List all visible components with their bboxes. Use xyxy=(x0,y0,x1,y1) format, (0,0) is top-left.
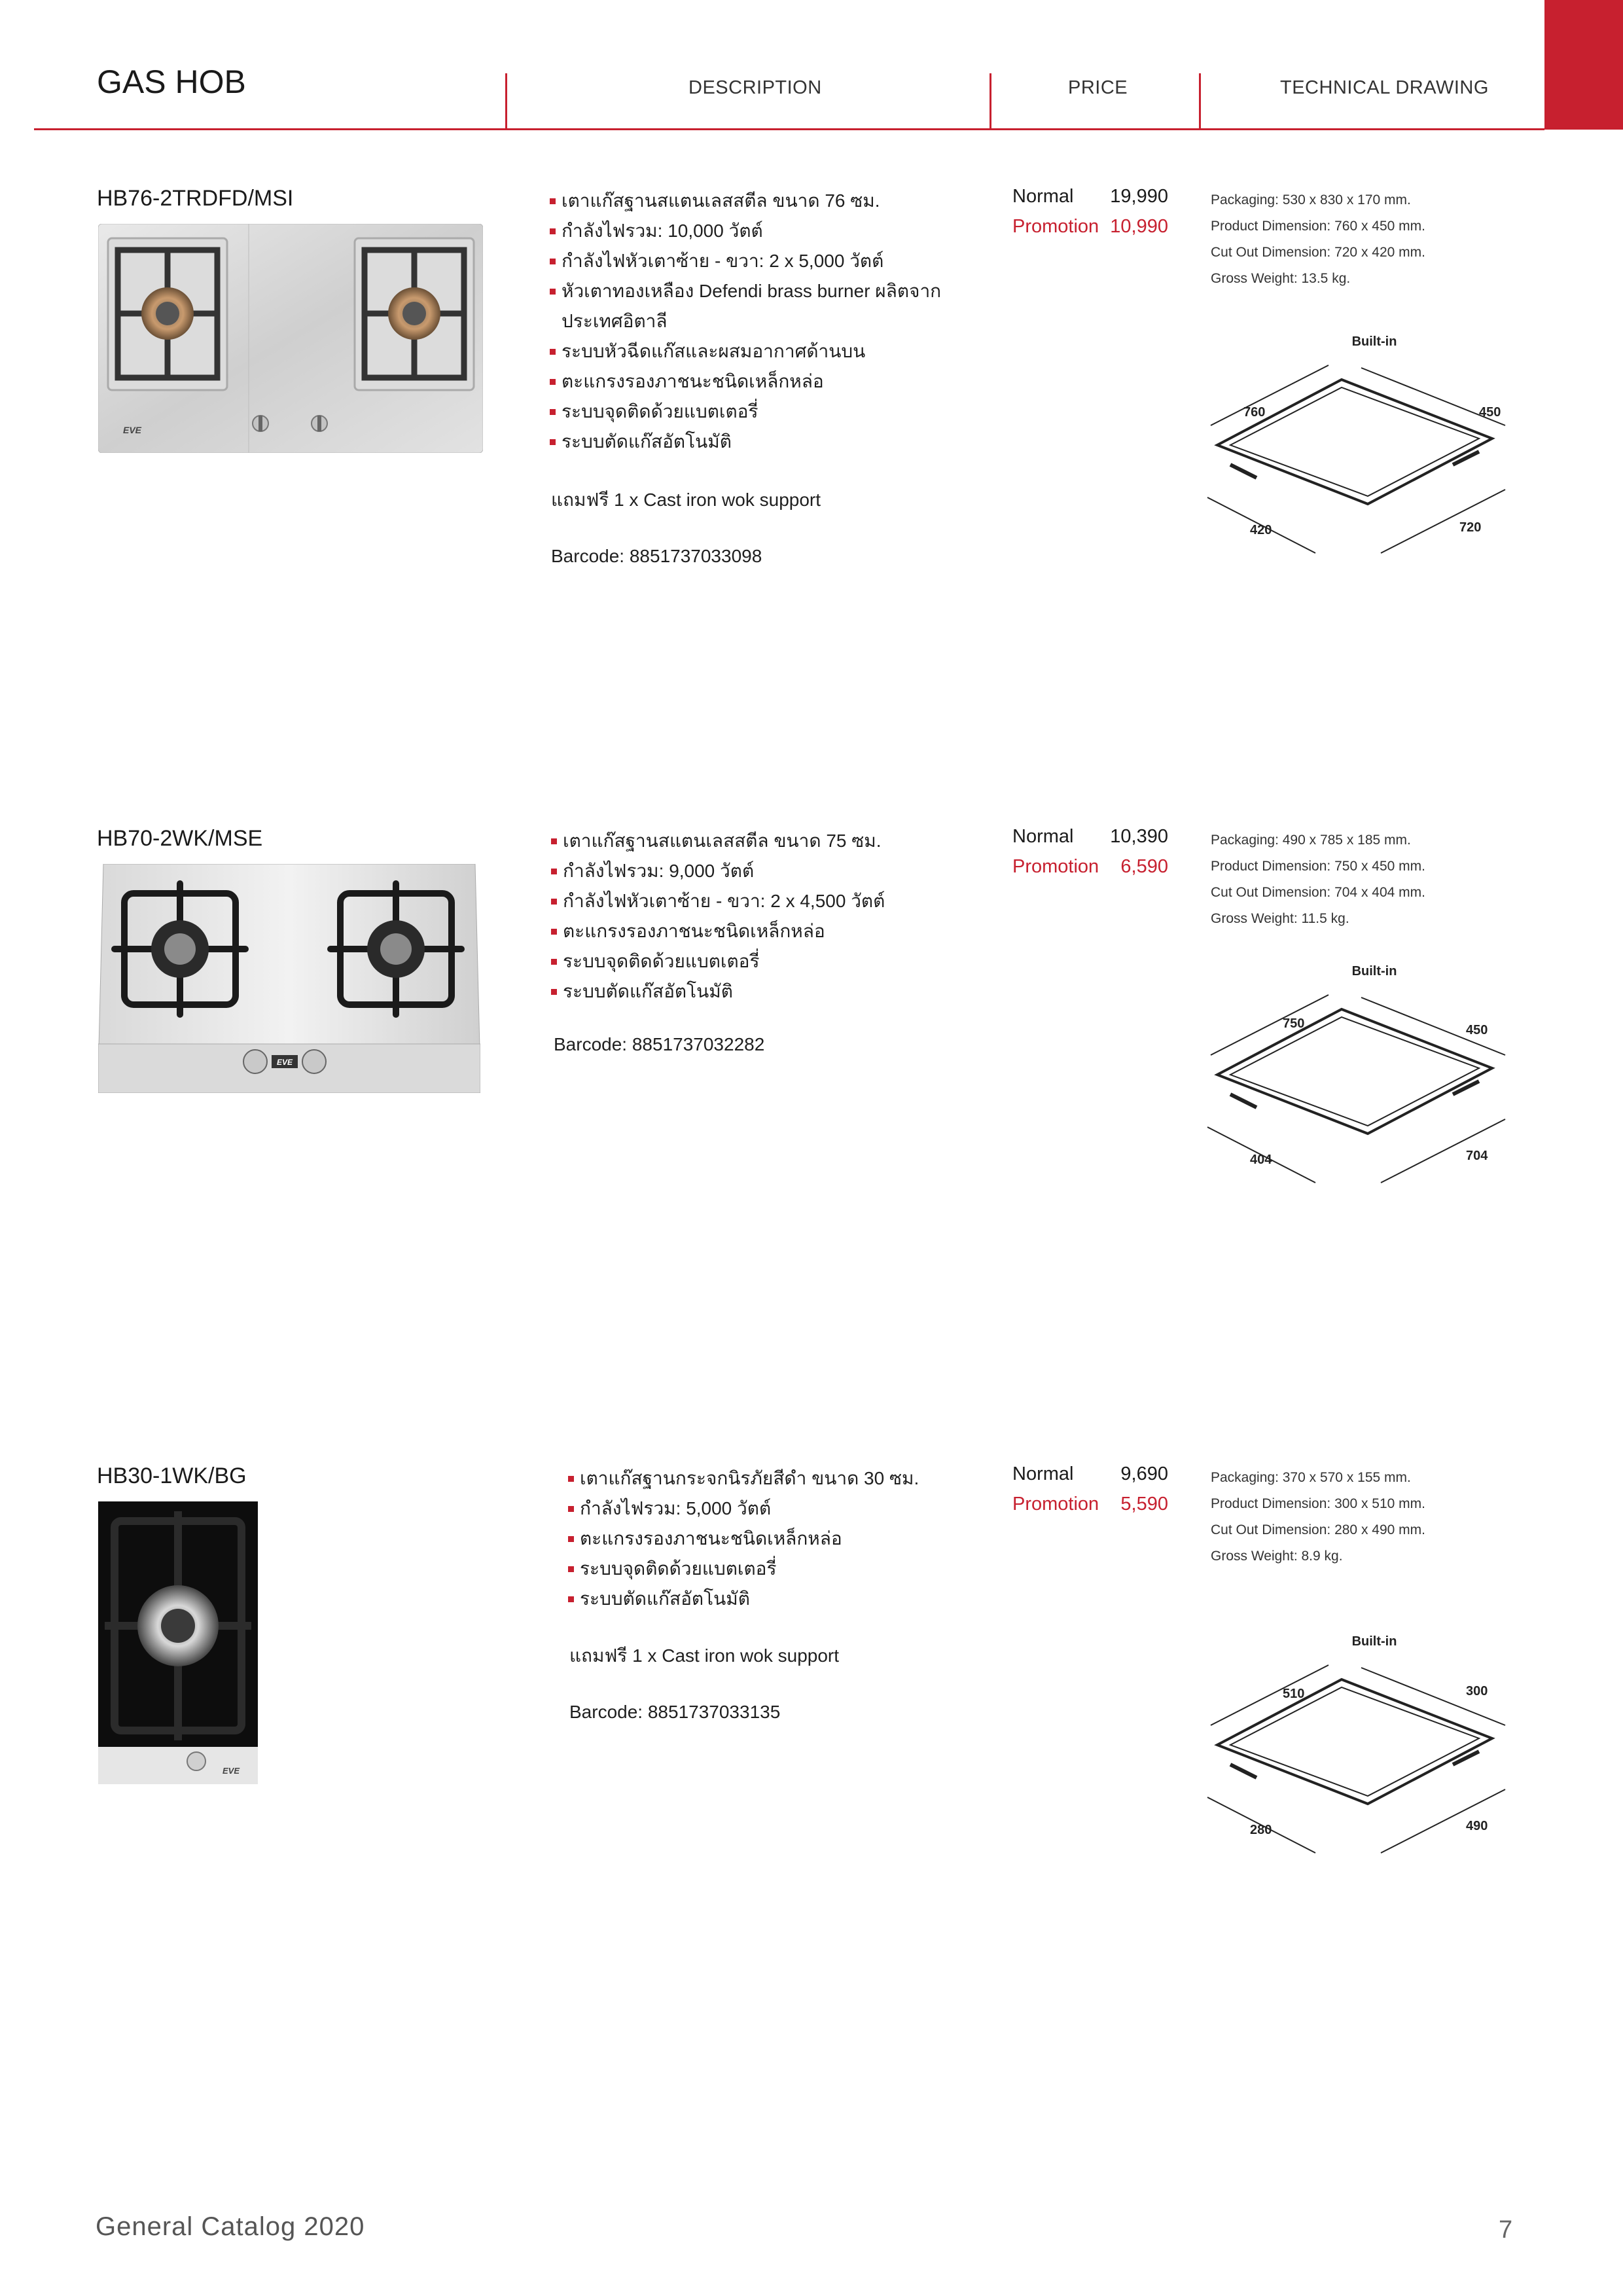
feature-item: ระบบตัดแก๊สอัตโนมัติ xyxy=(568,1584,919,1614)
spec-block xyxy=(1211,187,1425,292)
price-normal-label: Normal xyxy=(1012,826,1074,847)
dimension-label: 404 xyxy=(1250,1153,1272,1167)
feature-item: ระบบหัวฉีดแก๊สและผสมอากาศด้านบน xyxy=(550,336,961,367)
price-normal: 19,990 xyxy=(1110,186,1168,207)
feature-item: เตาแก๊สฐานสแตนเลสสตีล ขนาด 75 ซม. xyxy=(551,826,885,856)
header-divider xyxy=(505,73,507,128)
spec-block xyxy=(1211,1465,1425,1570)
feature-item: ตะแกรงรองภาชนะชนิดเหล็กหล่อ xyxy=(551,916,885,946)
product-model: HB76-2TRDFD/MSI xyxy=(97,186,294,211)
spec-block xyxy=(1211,827,1425,932)
dimension-label: 490 xyxy=(1466,1819,1488,1833)
spec-packaging: Packaging: 370 x 570 x 155 mm. xyxy=(1211,1470,1411,1485)
technical-drawing-built-in xyxy=(1204,1634,1551,1882)
feature-item: ระบบจุดติดด้วยแบตเตอรี่ xyxy=(551,946,885,977)
feature-item: กำลังไฟรวม: 5,000 วัตต์ xyxy=(568,1494,919,1524)
brand-logo: EVE xyxy=(276,1058,293,1067)
price-promotion: 10,990 xyxy=(1110,216,1168,237)
barcode: Barcode: 8851737033098 xyxy=(551,546,762,566)
drawing-label: Built-in xyxy=(1351,1634,1397,1649)
column-header-price: PRICE xyxy=(1068,77,1128,98)
feature-list xyxy=(551,826,885,1007)
dimension-label: 704 xyxy=(1466,1149,1488,1163)
gift-note: แถมฟรี 1 x Cast iron wok support xyxy=(569,1645,840,1666)
price-promotion: 6,590 xyxy=(1120,856,1168,877)
feature-item: เตาแก๊สฐานสแตนเลสสตีล ขนาด 76 ซม. xyxy=(550,186,961,216)
barcode: Barcode: 8851737032282 xyxy=(554,1034,765,1054)
technical-drawing-built-in xyxy=(1204,963,1551,1212)
feature-list xyxy=(550,186,961,457)
spec-cutout-dimension: Cut Out Dimension: 280 x 490 mm. xyxy=(1211,1522,1425,1537)
drawing-label: Built-in xyxy=(1351,334,1397,349)
feature-item: กำลังไฟรวม: 10,000 วัตต์ xyxy=(550,216,961,246)
dimension-label: 720 xyxy=(1459,520,1482,535)
brand-logo: EVE xyxy=(223,1766,240,1776)
feature-item: หัวเตาทองเหลือง Defendi brass burner ผลิตจากประเทศอิตาลี xyxy=(550,276,961,336)
dimension-label: 760 xyxy=(1243,405,1266,420)
feature-item: ระบบตัดแก๊สอัตโนมัติ xyxy=(550,427,961,457)
header-rule xyxy=(34,128,1544,130)
column-header-description: DESCRIPTION xyxy=(688,77,822,98)
spec-gross-weight: Gross Weight: 11.5 kg. xyxy=(1211,911,1349,926)
feature-item: กำลังไฟหัวเตาซ้าย - ขวา: 2 x 5,000 วัตต์ xyxy=(550,246,961,276)
price-normal: 10,390 xyxy=(1110,826,1168,847)
product-model: HB30-1WK/BG xyxy=(97,1463,247,1488)
dimension-label: 450 xyxy=(1466,1023,1488,1037)
spec-gross-weight: Gross Weight: 8.9 kg. xyxy=(1211,1549,1343,1564)
feature-item: ตะแกรงรองภาชนะชนิดเหล็กหล่อ xyxy=(568,1524,919,1554)
product-model: HB70-2WK/MSE xyxy=(97,826,263,851)
brand-logo: EVE xyxy=(123,425,142,435)
feature-item: กำลังไฟหัวเตาซ้าย - ขวา: 2 x 4,500 วัตต์ xyxy=(551,886,885,916)
technical-drawing-built-in xyxy=(1204,334,1551,583)
dimension-label: 750 xyxy=(1283,1016,1305,1031)
spec-cutout-dimension: Cut Out Dimension: 704 x 404 mm. xyxy=(1211,885,1425,900)
spec-product-dimension: Product Dimension: 750 x 450 mm. xyxy=(1211,859,1425,874)
price-promotion-label: Promotion xyxy=(1012,856,1099,877)
feature-list xyxy=(568,1463,919,1614)
corner-red-tab xyxy=(1544,0,1623,130)
price-promotion: 5,590 xyxy=(1120,1494,1168,1515)
barcode: Barcode: 8851737033135 xyxy=(569,1702,781,1722)
spec-gross-weight: Gross Weight: 13.5 kg. xyxy=(1211,271,1351,286)
spec-product-dimension: Product Dimension: 300 x 510 mm. xyxy=(1211,1496,1425,1511)
header-divider xyxy=(990,73,991,128)
price-promotion-label: Promotion xyxy=(1012,216,1099,237)
feature-item: เตาแก๊สฐานกระจกนิรภัยสีดำ ขนาด 30 ซม. xyxy=(568,1463,919,1494)
feature-item: กำลังไฟรวม: 9,000 วัตต์ xyxy=(551,856,885,886)
feature-item: ระบบตัดแก๊สอัตโนมัติ xyxy=(551,977,885,1007)
product-photo-gas-hob xyxy=(98,864,480,1093)
column-header-technical-drawing: TECHNICAL DRAWING xyxy=(1280,77,1489,98)
dimension-label: 280 xyxy=(1250,1823,1272,1837)
spec-packaging: Packaging: 490 x 785 x 185 mm. xyxy=(1211,833,1411,848)
product-photo-gas-hob xyxy=(98,224,483,453)
dimension-label: 300 xyxy=(1466,1684,1488,1698)
drawing-label: Built-in xyxy=(1351,964,1397,978)
price-normal: 9,690 xyxy=(1120,1463,1168,1484)
feature-item: ตะแกรงรองภาชนะชนิดเหล็กหล่อ xyxy=(550,367,961,397)
dimension-label: 450 xyxy=(1479,405,1501,420)
spec-product-dimension: Product Dimension: 760 x 450 mm. xyxy=(1211,219,1425,234)
dimension-label: 510 xyxy=(1283,1687,1305,1701)
feature-item: ระบบจุดติดด้วยแบตเตอรี่ xyxy=(550,397,961,427)
dimension-label: 420 xyxy=(1250,523,1272,537)
price-promotion-label: Promotion xyxy=(1012,1494,1099,1515)
page-title: GAS HOB xyxy=(97,63,246,100)
header-divider xyxy=(1199,73,1201,128)
gift-note: แถมฟรี 1 x Cast iron wok support xyxy=(551,490,821,510)
spec-cutout-dimension: Cut Out Dimension: 720 x 420 mm. xyxy=(1211,245,1425,260)
price-normal-label: Normal xyxy=(1012,186,1074,207)
feature-item: ระบบจุดติดด้วยแบตเตอรี่ xyxy=(568,1554,919,1584)
product-photo-gas-hob xyxy=(98,1501,258,1784)
footer-catalog-title: General Catalog 2020 xyxy=(96,2212,365,2241)
page-number: 7 xyxy=(1499,2216,1513,2244)
spec-packaging: Packaging: 530 x 830 x 170 mm. xyxy=(1211,192,1411,207)
price-normal-label: Normal xyxy=(1012,1463,1074,1484)
